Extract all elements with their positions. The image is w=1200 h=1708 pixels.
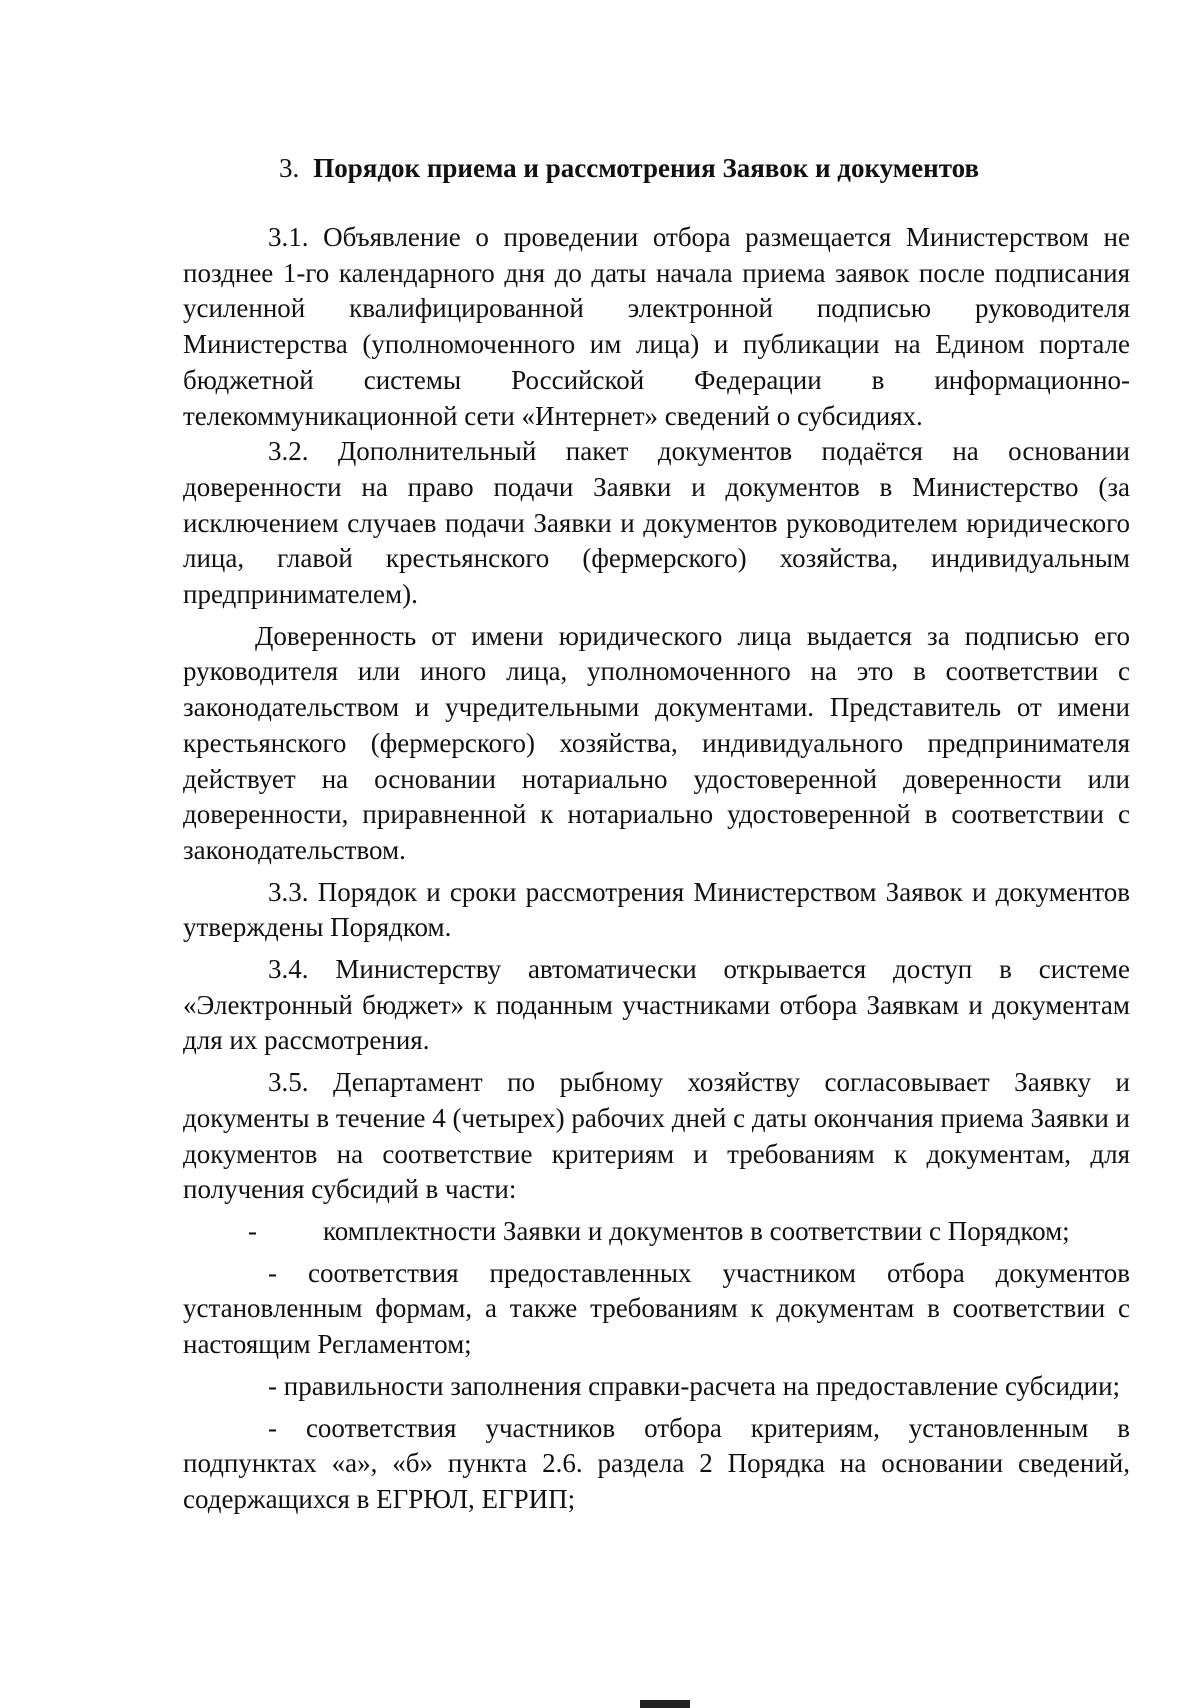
- page-number-mark: [640, 1700, 690, 1708]
- bullet-item-3: - правильности заполнения справки-расчета на предоставление субсидии;: [268, 1370, 1121, 1401]
- paragraph-3-3: 3.3. Порядок и сроки рассмотрения Министерством Заявок и документов утверждены Порядком.: [183, 876, 1130, 943]
- paragraph-power-of-attorney: Доверенность от имени юридического лица выдается за подписью его руководителя или иного лица, уполномоченного на это в соответствии с законодательством и учредительными документами. Представитель от имени крестьянского (фермерского) хозяйства, индивидуального предпринимателя действует на основании нотариально удостоверенной доверенности или доверенности, приравненной к нотариально удостоверенной в соответствии с законодательством.: [183, 620, 1130, 865]
- section-title: Порядок приема и рассмотрения Заявок и документов: [313, 153, 980, 183]
- section-heading: [279, 150, 1130, 186]
- bullet-item-2: - соответствия предоставленных участником отбора документов установленным формам, а также требованиям к документам в соответствии с настоящим Регламентом;: [183, 1257, 1130, 1360]
- document-content: [183, 150, 1130, 1518]
- paragraph-3-1: 3.1. Объявление о проведении отбора размещается Министерством не позднее 1-го календарного дня до даты начала приема заявок после подписания усиленной квалифицированной электронной подписью руководителя Министерства (уполномоченного им лица) и публикации на Едином портале бюджетной системы Российской Федерации в информационно-телекоммуникационной сети «Интернет» сведений о субсидиях.: [183, 222, 1130, 431]
- paragraph-3-2: 3.2. Дополнительный пакет документов подаётся на основании доверенности на право подачи Заявки и документов в Министерство (за исключением случаев подачи Заявки и документов руководителем юридического лица, главой крестьянского (фермерского) хозяйства, индивидуальным предпринимателем).: [183, 436, 1130, 610]
- bullet-item-1-text: комплектности Заявки и документов в соответствии с Порядком;: [323, 1215, 1070, 1246]
- bullet-dash: -: [248, 1215, 257, 1246]
- bullet-item-4: - соответствия участников отбора критериям, установленным в подпунктах «а», «б» пункта 2.6. раздела 2 Порядка на основании сведений, содержащихся в ЕГРЮЛ, ЕГРИП;: [183, 1412, 1130, 1514]
- paragraph-3-5: 3.5. Департамент по рыбному хозяйству согласовывает Заявку и документы в течение 4 (четырех) рабочих дней с даты окончания приема Заявки и документов на соответствие критериям и требованиям к документам, для получения субсидий в части:: [183, 1067, 1130, 1205]
- paragraph-3-4: 3.4. Министерству автоматически открывается доступ в системе «Электронный бюджет» к поданным участниками отбора Заявкам и документам для их рассмотрения.: [183, 954, 1130, 1056]
- bullet-item-1: [183, 1214, 1130, 1250]
- section-number: 3.: [279, 153, 300, 183]
